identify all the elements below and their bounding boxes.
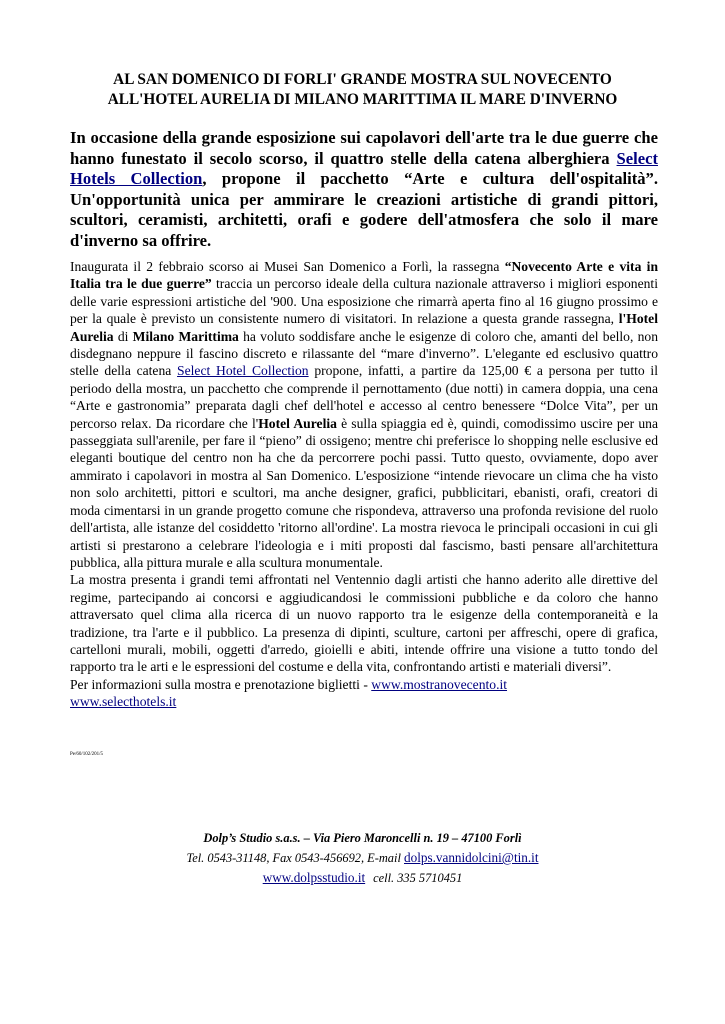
- hotel-name: l'Hotel Aurelia: [70, 311, 658, 344]
- selecthotels-line: [70, 693, 658, 710]
- title-line-1: AL SAN DOMENICO DI FORLI' GRANDE MOSTRA SUL NOVECENTO: [113, 71, 612, 88]
- body-text: [70, 258, 658, 711]
- select-hotel-collection-link[interactable]: Select Hotel Collection: [177, 363, 309, 379]
- selecthotels-link[interactable]: www.selecthotels.it: [70, 694, 177, 710]
- body-text-segment: è sulla spiaggia ed è, quindi, comodissimo uscire per una passeggiata sull'arenile, per fare il “pieno” di ossigeno; mentre chi preferisce lo shopping nelle esclusive ed eleganti boutique del centro non ha che da percorrere pochi passi. Tutto questo, ovviamente, dopo aver ammirato i capolavori in mostra al San Domenico. L'esposizione “intende rievocare un clima che ha visto non solo architetti, pittori e scultori, ma anche designer, grafici, pubblicitari, ebanisti, orafi, creatori di moda cimentarsi in un grande progetto comune che rispondeva, attraverso una profonda revisione del ruolo dell'artista, alle istanze del cosiddetto 'ritorno all'ordine'. La mostra rievoca le principali occasioni in cui gli artisti si prestarono a celebrare l'ideologia e i miti proposti dal fascismo, basti pensare all'architettura pubblica, alla pittura murale e alla scultura monumentale.: [70, 415, 659, 570]
- email-link[interactable]: dolps.vannidolcini@tin.it: [404, 850, 539, 865]
- document-reference: Pe/60/102/201/5: [70, 752, 104, 757]
- footer-contact: [70, 848, 655, 868]
- select-hotels-collection-link[interactable]: Select Hotels Collection: [70, 148, 658, 188]
- body-text-segment: ha voluto soddisfare anche le esigenze di coloro che, amanti del bello, non disdegnano neppure il fascino discreto e rilassante del “mare d'inverno”. L'elegante ed esclusivo quattro stelle della catena: [70, 328, 659, 379]
- footer-web: [70, 868, 655, 888]
- exhibition-name: “Novecento Arte e vita in Italia tra le due guerre”: [70, 259, 659, 292]
- body-text-segment: di: [113, 328, 133, 344]
- lead-text-1: In occasione della grande esposizione sui capolavori dell'arte tra le due guerre che hanno funestato il secolo scorso, il quattro stelle della catena alberghiera: [70, 128, 658, 168]
- footer: [70, 828, 655, 888]
- title-line-2: ALL'HOTEL AURELIA DI MILANO MARITTIMA IL MARE D'INVERNO: [107, 91, 618, 108]
- hotel-name: Hotel Aurelia: [258, 415, 337, 431]
- info-line: [70, 676, 658, 693]
- body-text-segment: traccia un percorso ideale della cultura nazionale attraverso i migliori esponenti delle varie espressioni artistiche del '900. Una esposizione che rimarrà aperta fino al 16 giugno prossimo e per la quale è previsto un consistente numero di visitatori. In relazione a questa grande rassegna,: [70, 276, 658, 327]
- footer-phone: Tel. 0543-31148, Fax 0543-456692, E-mail: [186, 851, 404, 865]
- lead-paragraph: [70, 128, 658, 251]
- body-text-segment: Inaugurata il 2 febbraio scorso ai Musei San Domenico a Forlì, la rassegna: [70, 259, 505, 274]
- body-text-segment: propone, infatti, a partire da 125,00 € a persona per tutto il periodo della mostra, un pacchetto che comprende il pernottamento (due notti) in camera doppia, una cena “Arte e gastronomia” preparata dagli chef dell'hotel e accesso al centro benessere “Dolce Vita”, per un percorso relax. Da ricordare che l': [70, 363, 658, 431]
- footer-cell: cell. 335 5710451: [373, 871, 463, 885]
- website-link[interactable]: www.dolpsstudio.it: [262, 870, 366, 885]
- location-name: Milano Marittima: [132, 328, 239, 344]
- footer-address: Dolp’s Studio s.a.s. – Via Piero Maroncelli n. 19 – 47100 Forlì: [203, 831, 522, 845]
- mostranovecento-link[interactable]: www.mostranovecento.it: [371, 676, 508, 692]
- info-text: Per informazioni sulla mostra e prenotazione biglietti -: [70, 676, 372, 692]
- lead-text-2: , propone il pacchetto “Arte e cultura dell'ospitalità”. Un'opportunità unica per ammirare le creazioni artistiche di grandi pittori, scultori, ceramisti, architetti, orafi e godere dell'atmosfera che solo il mare d'inverno sa offrire.: [70, 169, 658, 250]
- page-title: [70, 70, 655, 110]
- body-paragraph-2: La mostra presenta i grandi temi affrontati nel Ventennio dagli artisti che hanno aderito alle direttive del regime, partecipando ai concorsi e aggiudicandosi le commissioni pubbliche e da coloro che hanno attraversato quel clima alla ricerca di un nuovo rapporto tra le esigenze della contemporaneità e la tradizione, tra l'arte e il pubblico. La presenza di dipinti, sculture, cartoni per affreschi, opere di grafica, cartelloni murali, mobili, oggetti d'arredo, gioielli e abiti, intende offrire una visione a tutto tondo del rapporto tra le arti e le espressioni del costume e della vita, confrontando artisti e materiali diversi”.: [70, 572, 658, 675]
- body-paragraph-1: [70, 258, 658, 571]
